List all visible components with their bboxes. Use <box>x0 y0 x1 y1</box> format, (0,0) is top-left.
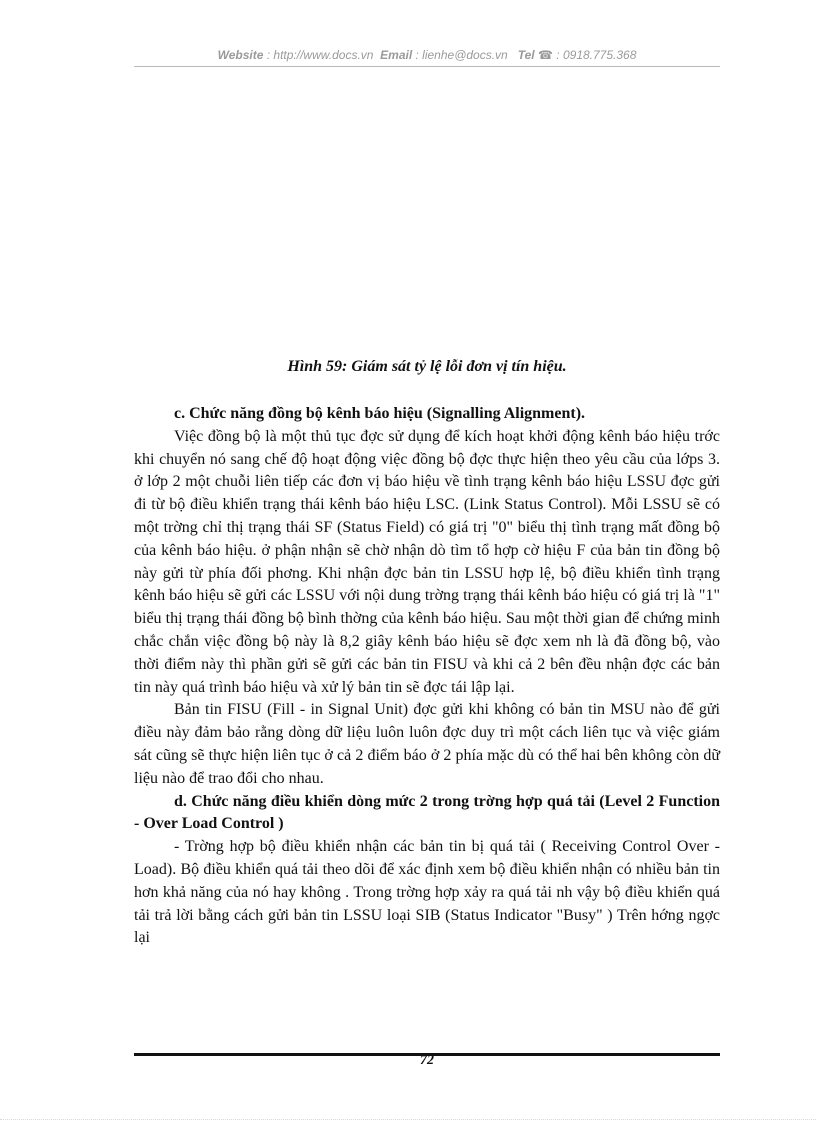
section-d-paragraph-1: - Trờng hợp bộ điều khiển nhận các bản tin bị quá tải ( Receiving Control Over - Load). Bộ điều khiển quá tải theo dõi để xác định xem bộ điều khiển nhận có nhiều bản tin hơn khả năng của nó hay không . Trong trờng hợp xảy ra quá tải nh vậy bộ điều khiển quá tải trả lời bằng cách gửi bản tin LSSU loại SIB (Status Indicator "Busy" ) Trên hớng ngợc lại <box>134 838 720 947</box>
email-value: : lienhe@docs.vn <box>415 48 508 62</box>
tel-label: Tel <box>517 48 535 62</box>
phone-icon: ☎ <box>538 48 553 62</box>
page-number: 72 <box>420 1053 434 1068</box>
tel-value: : 0918.775.368 <box>556 48 637 62</box>
figure-caption: Hình 59: Giám sát tỷ lệ lỗi đơn vị tín hiệu. <box>287 358 567 375</box>
header-rule <box>134 66 720 67</box>
section-c-paragraph-2: Bản tin FISU (Fill - in Signal Unit) đợc gửi khi không có bản tin MSU nào để gửi điều này đảm bảo rằng dòng dữ liệu luôn luôn đợc duy trì một cách liên tục và việc giám sát cũng sẽ thực hiện liên tục ở cả 2 điểm báo ở 2 phía mặc dù có thể hai bên không còn dữ liệu nào để trao đổi cho nhau. <box>134 701 720 787</box>
section-c-paragraph-1: Việc đồng bộ là một thủ tục đợc sử dụng để kích hoạt khởi động kênh báo hiệu trớc khi chuyển nó sang chế độ hoạt động việc đồng bộ đợc thực hiện theo yêu cầu của lớps 3. ở lớp 2 một chuỗi liên tiếp các đơn vị báo hiệu về tình trạng kênh báo hiệu LSSU đợc gửi đi từ bộ điều khiển trạng thái kênh báo hiệu LSC. (Link Status Control). Mỗi LSSU sẽ có một trờng chỉ thị trạng thái SF (Status Field) có giá trị "0" biểu thị tình trạng mất đồng bộ của kênh báo hiệu. ở phận nhận sẽ chờ nhận dò tìm tổ hợp cờ hiệu F của bản tin đồng bộ này gửi từ phía đối phơng. Khi nhận đợc bản tin LSSU hợp lệ, bộ điều khiển tình trạng kênh báo hiệu sẽ gửi các LSSU với nội dung trờng trạng thái kênh báo hiệu có giá trị là "1" biểu thị trạng thái đồng bộ bình thờng của kênh báo hiệu. Sau một thời gian để chứng minh chắc chắn việc đồng bộ này là 8,2 giây kênh báo hiệu sẽ đợc xem nh là đã đồng bộ, vào thời điểm này thì phần gửi sẽ gửi các bản tin FISU và khi cả 2 bên đều nhận đợc các bản tin này quá trình báo hiệu và xử lý bản tin sẽ đợc tái lập lại. <box>134 427 720 696</box>
website-value: : http://www.docs.vn <box>266 48 374 62</box>
section-d-heading: d. Chức năng điều khiển dòng mức 2 trong trờng hợp quá tải (Level 2 Function - Over Load Control ) <box>134 792 720 833</box>
page-header <box>134 48 720 62</box>
document-body <box>134 403 720 950</box>
section-c-heading: c. Chức năng đồng bộ kênh báo hiệu (Signalling Alignment). <box>174 405 586 422</box>
page-edge <box>0 1119 816 1120</box>
website-label: Website <box>217 48 264 62</box>
email-label: Email <box>380 48 413 62</box>
